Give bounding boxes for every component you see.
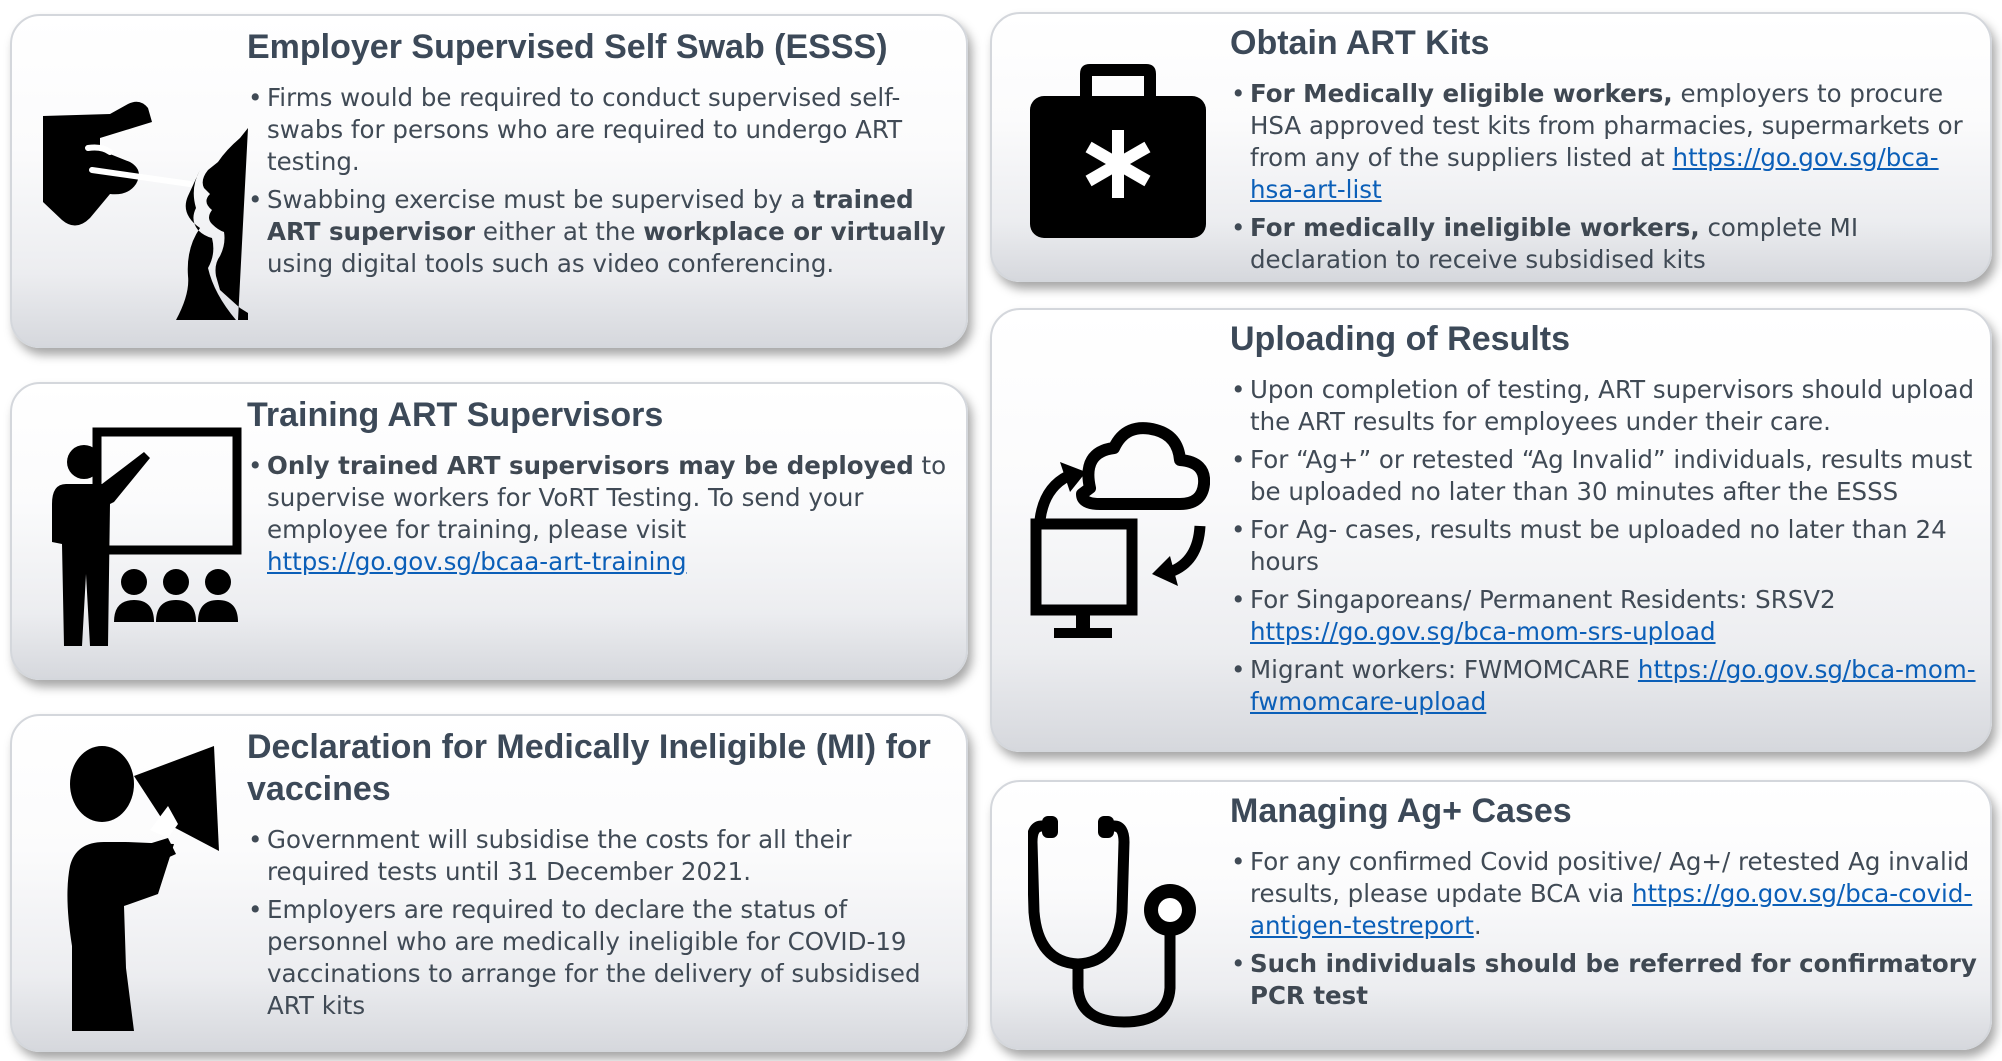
bullet-item: • Swabbing exercise must be supervised by a trained ART supervisor either at the workplace or virtually using digital tools such as video conferencing. <box>248 184 958 280</box>
bullet-list <box>1231 846 1981 1018</box>
stethoscope-icon <box>1028 812 1208 1032</box>
bullet-item: • Such individuals should be referred for confirmatory PCR test <box>1231 948 1981 1012</box>
trainer-presentation-icon <box>52 424 247 646</box>
bullet-item: • For Singaporeans/ Permanent Residents: SRSV2 https://go.gov.sg/bca-mom-srs-upload <box>1231 584 1986 648</box>
bullet-item: • For Medically eligible workers, employers to procure HSA approved test kits from pharmacies, supermarkets or from any of the suppliers listed at https://go.gov.sg/bca-hsa-art-list <box>1231 78 1981 206</box>
card-title: Managing Ag+ Cases <box>1230 792 1572 830</box>
card-title: Training ART Supervisors <box>247 396 664 434</box>
cloud-sync-computer-icon <box>1030 422 1210 647</box>
bullet-item: • Only trained ART supervisors may be deployed to supervise workers for VoRT Testing. To send your employee for training, please visit https://go.gov.sg/bcaa-art-training <box>248 450 958 578</box>
card-title: Obtain ART Kits <box>1230 24 1490 62</box>
bullet-item: • For Ag- cases, results must be uploaded no later than 24 hours <box>1231 514 1986 578</box>
medical-kit-icon <box>1028 60 1208 240</box>
card-training <box>10 382 968 680</box>
bullet-list <box>248 82 958 286</box>
bullet-list <box>1231 374 1986 724</box>
card-title: Employer Supervised Self Swab (ESSS) <box>247 28 888 66</box>
bullet-item: • For “Ag+” or retested “Ag Invalid” individuals, results must be uploaded no later than 30 minutes after the ESSS <box>1231 444 1986 508</box>
card-kits <box>990 12 1992 282</box>
srs-upload-link[interactable]: https://go.gov.sg/bca-mom-srs-upload <box>1250 617 1716 646</box>
card-uploading <box>990 308 1992 752</box>
bullet-list <box>248 450 958 584</box>
nasal-swab-icon <box>40 98 250 323</box>
bullet-item: • Migrant workers: FWMOMCARE https://go.gov.sg/bca-mom-fwmomcare-upload <box>1231 654 1986 718</box>
bullet-item: • Government will subsidise the costs for all their required tests until 31 December 2021. <box>248 824 958 888</box>
card-title: Declaration for Medically Ineligible (MI) for vaccines <box>247 728 931 808</box>
megaphone-person-icon <box>64 746 234 1031</box>
bullet-item: • Employers are required to declare the status of personnel who are medically ineligible for COVID-19 vaccinations to arrange for the delivery of subsidised ART kits <box>248 894 958 1022</box>
covid-testreport-link[interactable]: https://go.gov.sg/bca-covid-antigen-testreport <box>1250 879 1973 940</box>
fwmomcare-upload-link[interactable]: https://go.gov.sg/bca-mom-fwmomcare-upload <box>1250 655 1976 716</box>
bullet-list <box>248 824 958 1028</box>
bullet-item: • Upon completion of testing, ART supervisors should upload the ART results for employees under their care. <box>1231 374 1986 438</box>
card-esss <box>10 14 968 348</box>
card-managing <box>990 780 1992 1050</box>
hsa-art-list-link[interactable]: https://go.gov.sg/bca-hsa-art-list <box>1250 143 1939 204</box>
bullet-list <box>1231 78 1981 282</box>
bullet-item: • For any confirmed Covid positive/ Ag+/ retested Ag invalid results, please update BCA via https://go.gov.sg/bca-covid-antigen-testreport. <box>1231 846 1981 942</box>
card-title: Uploading of Results <box>1230 320 1570 358</box>
bullet-item: • For medically ineligible workers, complete MI declaration to receive subsidised kits <box>1231 212 1981 276</box>
card-declaration <box>10 714 968 1052</box>
bullet-item: • Firms would be required to conduct supervised self-swabs for persons who are required to undergo ART testing. <box>248 82 958 178</box>
training-link[interactable]: https://go.gov.sg/bcaa-art-training <box>267 547 687 576</box>
